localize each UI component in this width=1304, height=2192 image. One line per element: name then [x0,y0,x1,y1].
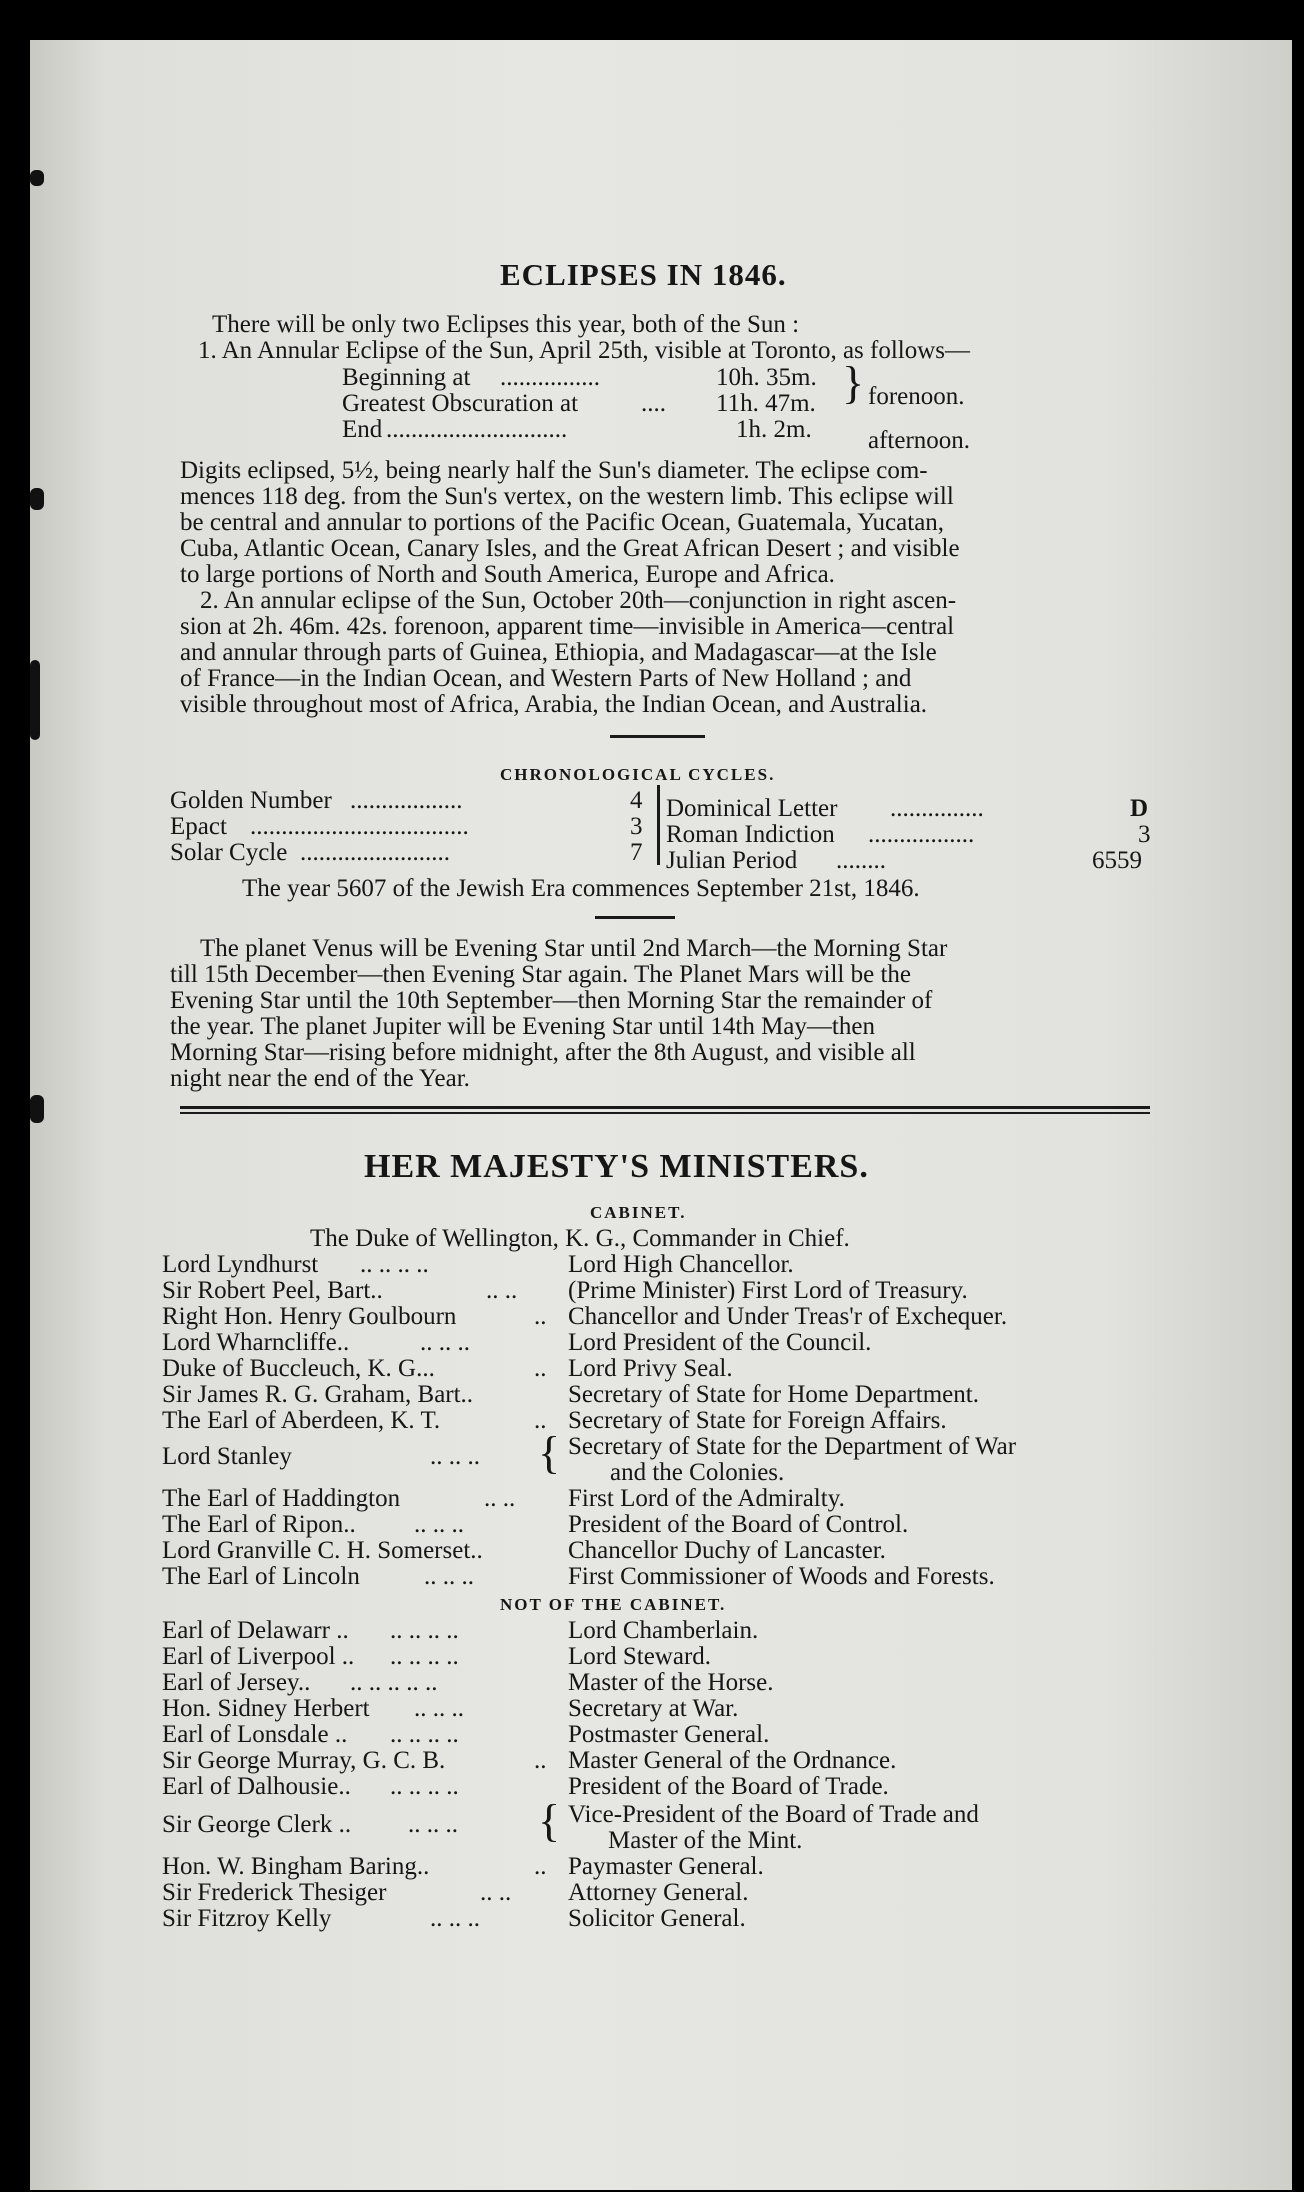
minister-office: Attorney General. [568,1879,749,1906]
binding-mark [30,1095,44,1123]
time-value: 10h. 35m. [716,364,817,391]
minister-office: Master General of the Ordnance. [568,1747,897,1774]
minister-name: Earl of Dalhousie.. [162,1773,351,1800]
minister-name: Lord Stanley [162,1443,292,1470]
cycle-value: 7 [630,839,643,866]
cycle-label: Golden Number [170,787,332,814]
planets-line: the year. The planet Jupiter will be Evening Star until 14th May—then [170,1013,875,1040]
brace-icon: } [842,357,865,408]
minister-office: Secretary of State for the Department of War [568,1433,1017,1460]
cycles-heading: CHRONOLOGICAL CYCLES. [500,765,776,784]
minister-name: The Earl of Haddington [162,1485,401,1512]
minister-dots: .. .. .. [420,1329,470,1356]
minister-name: Sir George Clerk .. [162,1811,352,1838]
minister-dots: .. .. .. .. [390,1773,459,1800]
minister-office: Solicitor General. [568,1905,746,1932]
minister-name: Lord Wharncliffe.. [162,1329,350,1356]
cycle-value: 3 [630,813,643,840]
minister-office: Lord Steward. [568,1643,712,1670]
minister-dots: .. .. .. .. [390,1617,459,1644]
para1-line: to large portions of North and South America, Europe and Africa. [180,561,835,588]
minister-name: Earl of Jersey.. [162,1669,311,1696]
minister-name: Hon. Sidney Herbert [162,1695,370,1722]
minister-name: Earl of Delawarr .. [162,1617,349,1644]
time-label: End [342,416,383,443]
minister-office: Lord Privy Seal. [568,1355,733,1382]
cabinet-heading: CABINET. [590,1203,687,1222]
cycle-dots: ............... [890,795,984,822]
planets-line: Evening Star until the 10th September—then Morning Star the remainder of [170,987,933,1014]
minister-dots: .. .. .. [408,1811,458,1838]
minister-office-cont: and the Colonies. [610,1459,785,1486]
cycle-value: D [1130,795,1149,822]
minister-dots: .. [534,1303,547,1330]
minister-office: Master of the Horse. [568,1669,774,1696]
time-value: 1h. 2m. [736,416,812,443]
binding-mark [30,660,40,740]
minister-name: Hon. W. Bingham Baring.. [162,1853,430,1880]
minister-office: Lord High Chancellor. [568,1251,794,1278]
forenoon-label: forenoon. [868,383,965,410]
cycle-dots: ................. [868,821,975,848]
minister-dots: .. .. [486,1277,518,1304]
minister-dots: .. .. .. .. .. [350,1669,438,1696]
minister-office: President of the Board of Trade. [568,1773,889,1800]
afternoon-label: afternoon. [868,427,971,454]
minister-dots: .. .. .. .. [360,1251,429,1278]
para2-line: 2. An annular eclipse of the Sun, October 20th—conjunction in right ascen- [200,587,957,614]
minister-dots: .. .. .. [414,1695,464,1722]
minister-dots: .. [534,1747,547,1774]
duke-line: The Duke of Wellington, K. G., Commander in Chief. [310,1225,850,1252]
cycle-dots: ........................ [300,839,450,866]
planets-line: till 15th December—then Evening Star again. The Planet Mars will be the [170,961,912,988]
minister-name: Sir Robert Peel, Bart.. [162,1277,383,1304]
minister-dots: .. [534,1355,547,1382]
cycle-label: Dominical Letter [666,795,838,822]
minister-office: (Prime Minister) First Lord of Treasury. [568,1277,968,1304]
cycle-label: Solar Cycle [170,839,288,866]
brace-icon: { [538,1427,561,1478]
time-dots: .... [641,390,666,417]
document-page [30,40,1292,2190]
cycle-label: Epact [170,813,227,840]
cycle-value: 4 [630,787,643,814]
para2-line: visible throughout most of Africa, Arabia, the Indian Ocean, and Australia. [180,691,928,718]
cycle-label: Roman Indiction [666,821,835,848]
cycle-dots: ................................... [250,813,469,840]
minister-name: Lord Lyndhurst [162,1251,319,1278]
minister-name: The Earl of Ripon.. [162,1511,356,1538]
para1-line: be central and annular to portions of the Pacific Ocean, Guatemala, Yucatan, [180,509,945,536]
minister-office: Secretary of State for Foreign Affairs. [568,1407,947,1434]
double-rule-top [180,1106,1150,1109]
minister-name: Earl of Lonsdale .. [162,1721,348,1748]
cycles-divider [657,785,660,865]
minister-name: Lord Granville C. H. Somerset.. [162,1537,483,1564]
cycle-value: 3 [1138,821,1151,848]
cycle-label: Julian Period [666,847,798,874]
binding-mark [30,170,44,186]
minister-office: Secretary of State for Home Department. [568,1381,979,1408]
minister-office: Chancellor Duchy of Lancaster. [568,1537,886,1564]
para1-line: Cuba, Atlantic Ocean, Canary Isles, and the Great African Desert ; and visible [180,535,960,562]
minister-name: The Earl of Lincoln [162,1563,360,1590]
minister-name: Sir Frederick Thesiger [162,1879,387,1906]
para2-line: of France—in the Indian Ocean, and Western Parts of New Holland ; and [180,665,912,692]
minister-dots: .. [534,1407,547,1434]
minister-dots: .. .. .. [424,1563,474,1590]
cycle-value: 6559 [1092,847,1142,874]
eclipses-intro: There will be only two Eclipses this year, both of the Sun : [212,311,800,338]
jewish-era: The year 5607 of the Jewish Era commences September 21st, 1846. [242,875,920,902]
minister-office: Paymaster General. [568,1853,764,1880]
minister-office-cont: Master of the Mint. [608,1827,803,1854]
minister-dots: .. .. [480,1879,512,1906]
planets-line: Morning Star—rising before midnight, after the 8th August, and visible all [170,1039,916,1066]
minister-office: Postmaster General. [568,1721,770,1748]
minister-office: Secretary at War. [568,1695,739,1722]
minister-office: Chancellor and Under Treas'r of Exchequer. [568,1303,1008,1330]
minister-office: President of the Board of Control. [568,1511,909,1538]
para1-line: Digits eclipsed, 5½, being nearly half the Sun's diameter. The eclipse com- [180,457,928,484]
minister-office: Lord President of the Council. [568,1329,872,1356]
brace-icon: { [538,1795,561,1846]
para2-line: and annular through parts of Guinea, Ethiopia, and Madagascar—at the Isle [180,639,937,666]
time-dots: ............................. [386,416,568,443]
minister-dots: .. .. [484,1485,516,1512]
ministers-title: HER MAJESTY'S MINISTERS. [364,1148,869,1185]
eclipse-first: 1. An Annular Eclipse of the Sun, April 25th, visible at Toronto, as follows— [198,337,971,364]
cycle-dots: ........ [836,847,886,874]
not-cabinet-heading: NOT OF THE CABINET. [500,1595,727,1614]
minister-name: Sir James R. G. Graham, Bart.. [162,1381,474,1408]
minister-office: First Lord of the Admiralty. [568,1485,845,1512]
minister-office: Vice-President of the Board of Trade and [568,1801,979,1828]
planets-line: night near the end of the Year. [170,1065,470,1092]
double-rule-bottom [180,1112,1150,1114]
minister-dots: .. [534,1853,547,1880]
eclipses-title: ECLIPSES IN 1846. [500,257,787,292]
para2-line: sion at 2h. 46m. 42s. forenoon, apparent time—invisible in America—central [180,613,955,640]
planets-line: The planet Venus will be Evening Star until 2nd March—the Morning Star [200,935,948,962]
time-label: Beginning at [342,364,471,391]
minister-name: Right Hon. Henry Goulbourn [162,1303,457,1330]
minister-dots: .. .. .. [430,1905,480,1932]
minister-office: Lord Chamberlain. [568,1617,759,1644]
minister-dots: .. .. .. .. [390,1721,459,1748]
time-label: Greatest Obscuration at [342,390,579,417]
minister-name: Duke of Buccleuch, K. G... [162,1355,435,1382]
section-divider [610,735,705,738]
minister-dots: .. .. .. .. [390,1643,459,1670]
section-divider [595,916,675,919]
minister-dots: .. .. .. [414,1511,464,1538]
minister-name: Earl of Liverpool .. [162,1643,355,1670]
time-dots: ................ [500,364,600,391]
time-value: 11h. 47m. [716,390,816,417]
minister-office: First Commissioner of Woods and Forests. [568,1563,995,1590]
cycle-dots: .................. [350,787,463,814]
minister-name: Sir George Murray, G. C. B. [162,1747,446,1774]
minister-dots: .. .. .. [430,1443,480,1470]
minister-name: The Earl of Aberdeen, K. T. [162,1407,441,1434]
binding-mark [30,488,44,510]
minister-name: Sir Fitzroy Kelly [162,1905,332,1932]
para1-line: mences 118 deg. from the Sun's vertex, on the western limb. This eclipse will [180,483,954,510]
